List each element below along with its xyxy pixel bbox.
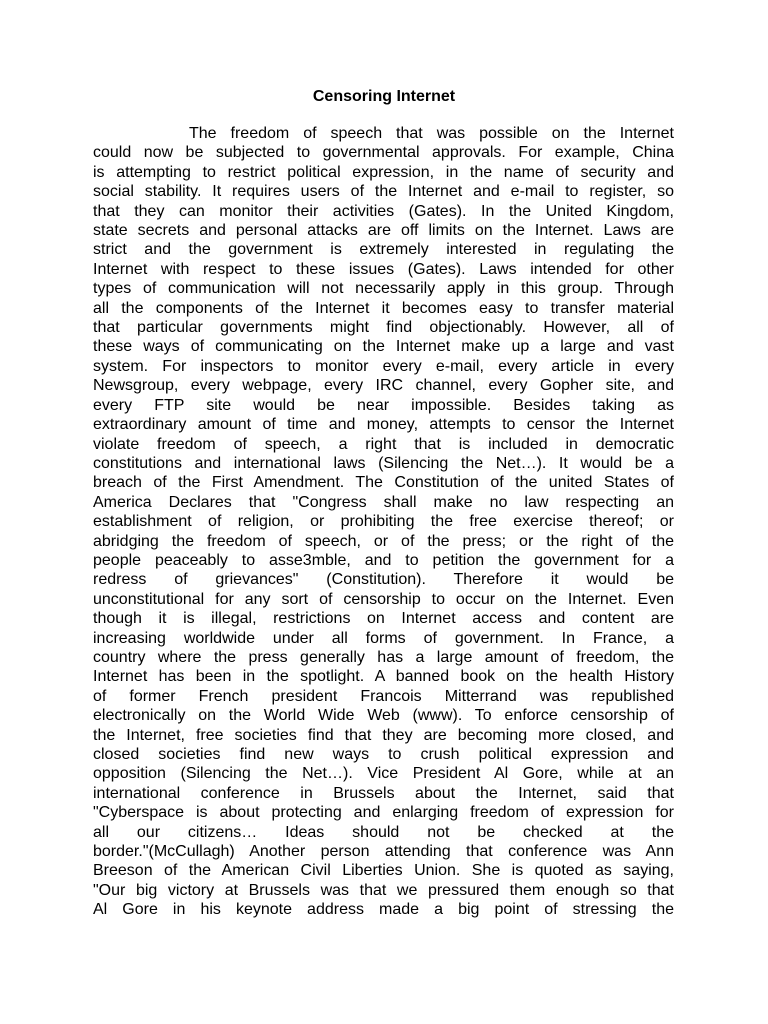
body-line: breach of the First Amendment. The Constitution of the united States of (93, 474, 674, 492)
body-line: every FTP site would be near impossible. Besides taking as (93, 396, 674, 414)
body-line: strict and the government is extremely interested in regulating the (93, 241, 674, 259)
body-line: abridging the freedom of speech, or of the press; or the right of the (93, 532, 674, 550)
body-line: could now be subjected to governmental approvals. For example, China (93, 144, 674, 162)
body-line: violate freedom of speech, a right that is included in democratic (93, 435, 674, 453)
body-line: America Declares that "Congress shall make no law respecting an (93, 493, 674, 511)
body-line (93, 124, 674, 143)
document-title: Censoring Internet (312, 88, 456, 105)
body-line-text: The freedom of speech that was possible on the Internet (189, 125, 674, 142)
body-line: extraordinary amount of time and money, attempts to censor the Internet (93, 416, 674, 434)
body-line: opposition (Silencing the Net…). Vice President Al Gore, while at an (93, 765, 674, 783)
body-line: types of communication will not necessarily apply in this group. Through (93, 280, 674, 298)
body-line: that particular governments might find objectionably. However, all of (93, 319, 674, 337)
body-line: of former French president Francois Mitterrand was republished (93, 687, 674, 705)
body-line: border."(McCullagh) Another person attending that conference was Ann (93, 843, 674, 861)
body-line: constitutions and international laws (Silencing the Net…). It would be a (93, 454, 674, 472)
body-line: Internet has been in the spotlight. A banned book on the health History (93, 668, 674, 686)
body-line: international conference in Brussels about the Internet, said that (93, 784, 674, 802)
body-line: establishment of religion, or prohibiting the free exercise thereof; or (93, 513, 674, 531)
body-line: Al Gore in his keynote address made a big point of stressing the (93, 901, 674, 919)
document-body (93, 124, 674, 920)
body-line: electronically on the World Wide Web (www). To enforce censorship of (93, 707, 674, 725)
body-line: Breeson of the American Civil Liberties Union. She is quoted as saying, (93, 862, 674, 880)
body-line: though it is illegal, restrictions on Internet access and content are (93, 610, 674, 628)
body-line: Newsgroup, every webpage, every IRC channel, every Gopher site, and (93, 377, 674, 395)
body-line: closed societies find new ways to crush political expression and (93, 746, 674, 763)
body-line: redress of grievances" (Constitution). Therefore it would be (93, 571, 674, 589)
body-line: all our citizens… Ideas should not be checked at the (93, 823, 674, 841)
body-line: unconstitutional for any sort of censorship to occur on the Internet. Even (93, 590, 674, 608)
body-line: social stability. It requires users of the Internet and e-mail to register, so (93, 183, 674, 201)
body-line: these ways of communicating on the Internet make up a large and vast (93, 338, 674, 356)
body-line: "Cyberspace is about protecting and enlarging freedom of expression for (93, 804, 674, 822)
body-line: state secrets and personal attacks are off limits on the Internet. Laws are (93, 222, 674, 240)
body-line: is attempting to restrict political expression, in the name of security and (93, 163, 674, 181)
body-line: country where the press generally has a large amount of freedom, the (93, 648, 674, 666)
body-line: people peaceably to asse3mble, and to petition the government for a (93, 551, 674, 569)
body-line: increasing worldwide under all forms of government. In France, a (93, 629, 674, 647)
body-line: the Internet, free societies find that they are becoming more closed, and (93, 726, 674, 744)
body-line: system. For inspectors to monitor every e-mail, every article in every (93, 357, 674, 375)
body-line: that they can monitor their activities (Gates). In the United Kingdom, (93, 202, 674, 220)
body-line: "Our big victory at Brussels was that we pressured them enough so that (93, 881, 674, 899)
body-line: all the components of the Internet it becomes easy to transfer material (93, 299, 674, 317)
body-line: Internet with respect to these issues (Gates). Laws intended for other (93, 260, 674, 278)
